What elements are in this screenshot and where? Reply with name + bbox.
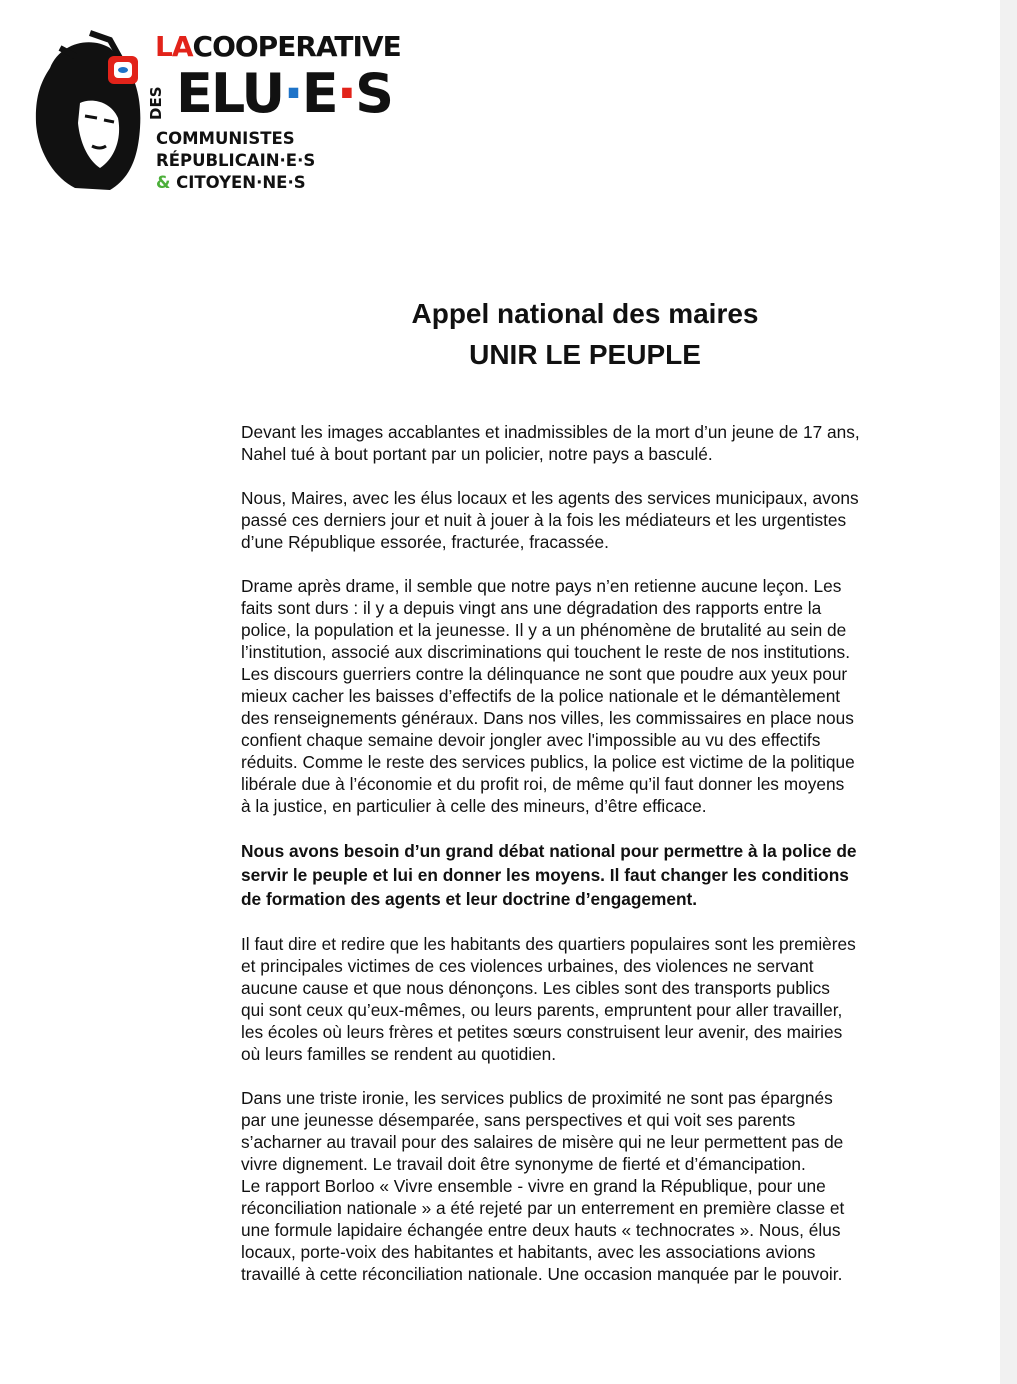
paragraph-line: par une jeunesse désemparée, sans perspectives et qui voit ses parents — [241, 1110, 796, 1130]
page-edge — [1000, 0, 1017, 1384]
paragraph — [241, 839, 921, 911]
paragraph-line: l’institution, associé aux discriminations qui touchent le reste de nos institutions. — [241, 642, 851, 662]
paragraph-line: locaux, porte-voix des habitantes et habitants, avec les associations avions — [241, 1242, 816, 1262]
paragraph-line: Il faut dire et redire que les habitants des quartiers populaires sont les premières — [241, 934, 856, 954]
paragraph-line: vivre dignement. Le travail doit être synonyme de fierté et d’émancipation. — [241, 1154, 806, 1174]
logo-cooperative: COOPERATIVE — [192, 30, 401, 63]
paragraph-line: les écoles où leurs frères et petites sœurs construisent leur avenir, des mairies — [241, 1022, 843, 1042]
paragraph-line: et principales victimes de ces violences urbaines, des violences ne servant — [241, 956, 814, 976]
document-body — [241, 421, 921, 1307]
paragraph-line: Le rapport Borloo « Vivre ensemble - vivre en grand la République, pour une — [241, 1176, 826, 1196]
logo-dot-red: · — [336, 62, 356, 125]
paragraph-line: qui sont ceux qu’eux-mêmes, ou leurs parents, empruntent pour aller travailler, — [241, 1000, 843, 1020]
paragraph-line: travaillé à cette réconciliation nationale. Une occasion manquée par le pouvoir. — [241, 1264, 843, 1284]
paragraph — [241, 1087, 921, 1285]
logo-e: E — [301, 62, 337, 125]
paragraph-line: aucune cause et que nous dénonçons. Les cibles sont des transports publics — [241, 978, 830, 998]
logo-citoyens: CITOYEN·NE·S — [170, 173, 306, 192]
cooperative-logo — [30, 28, 450, 198]
paragraph-line: Devant les images accablantes et inadmissibles de la mort d’un jeune de 17 ans, — [241, 422, 860, 442]
paragraph-line: à la justice, en particulier à celle des mineurs, d’être efficace. — [241, 796, 707, 816]
paragraph-line: des renseignements généraux. Dans nos villes, les commissaires en place nous — [241, 708, 854, 728]
paragraph-line: réduits. Comme le reste des services publics, la police est victime de la politique — [241, 752, 855, 772]
logo-la: LA — [155, 30, 193, 63]
logo-ampersand: & — [156, 173, 171, 192]
paragraph-line: une formule lapidaire échangée entre deux hauts « technocrates ». Nous, élus — [241, 1220, 841, 1240]
logo-sub2: RÉPUBLICAIN·E·S — [156, 151, 316, 170]
paragraph-line: servir le peuple et lui en donner les moyens. Il faut changer les conditions — [241, 865, 849, 885]
paragraph-line: Drame après drame, il semble que notre pays n’en retienne aucune leçon. Les — [241, 576, 842, 596]
paragraph — [241, 575, 921, 817]
paragraph-line: passé ces derniers jour et nuit à jouer à la fois les médiateurs et les urgentistes — [241, 510, 847, 530]
paragraph-line: police, la population et la jeunesse. Il y a un phénomène de brutalité au sein de — [241, 620, 847, 640]
logo-elu: ELU — [176, 62, 284, 125]
paragraph-line: où leurs familles se rendent au quotidien. — [241, 1044, 557, 1064]
logo-des: DES — [147, 86, 165, 120]
paragraph-line: de formation des agents et leur doctrine d’engagement. — [241, 889, 698, 909]
logo-line1 — [155, 30, 401, 63]
paragraph — [241, 933, 921, 1065]
paragraph-line: Nahel tué à bout portant par un policier, notre pays a basculé. — [241, 444, 713, 464]
paragraph-line: Nous avons besoin d’un grand débat national pour permettre à la police de — [241, 841, 857, 861]
paragraph — [241, 487, 921, 553]
paragraph-line: libérale due à l’économie et du profit roi, de même qu’il faut donner les moyens — [241, 774, 845, 794]
paragraph — [241, 421, 921, 465]
title-line2: UNIR LE PEUPLE — [469, 339, 701, 370]
paragraph-line: mieux cacher les baisses d’effectifs de la police nationale et le démantèlement — [241, 686, 841, 706]
paragraph-line: faits sont durs : il y a depuis vingt ans une dégradation des rapports entre la — [241, 598, 822, 618]
paragraph-line: Nous, Maires, avec les élus locaux et les agents des services municipaux, avons — [241, 488, 859, 508]
paragraph-line: confient chaque semaine devoir jongler avec l'impossible au vu des effectifs — [241, 730, 821, 750]
paragraph-line: Les discours guerriers contre la délinquance ne sont que poudre aux yeux pour — [241, 664, 848, 684]
logo-dot-blue: · — [283, 62, 302, 125]
logo-sub3 — [156, 172, 306, 194]
paragraph-line: d’une République essorée, fracturée, fracassée. — [241, 532, 609, 552]
paragraph-line: réconciliation nationale » a été rejeté par un enterrement en première classe et — [241, 1198, 845, 1218]
paragraph-line: s’acharner au travail pour des salaires de misère qui ne leur permettent pas de — [241, 1132, 844, 1152]
logo-sub1: COMMUNISTES — [156, 129, 295, 148]
title-line1: Appel national des maires — [411, 298, 759, 329]
marianne-icon — [30, 28, 155, 198]
logo-elues — [176, 64, 392, 124]
paragraph-line: Dans une triste ironie, les services publics de proximité ne sont pas épargnés — [241, 1088, 833, 1108]
logo-s: S — [355, 62, 393, 125]
document-title — [0, 293, 1017, 375]
